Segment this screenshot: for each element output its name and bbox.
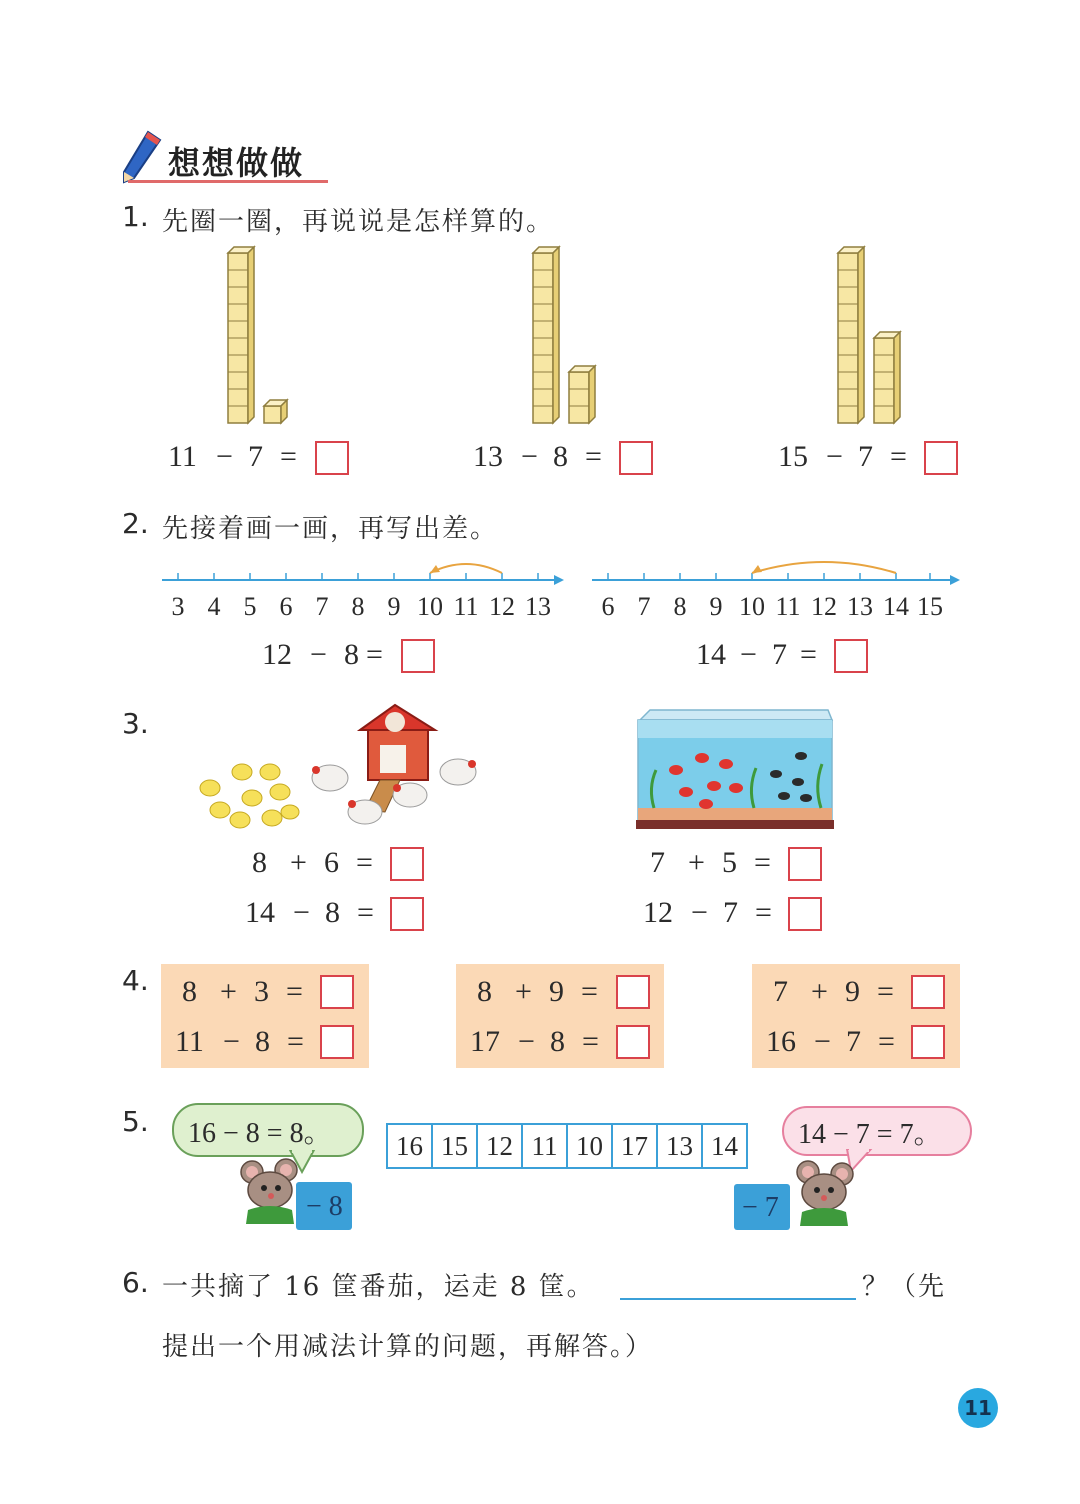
tick-label: 7 bbox=[315, 592, 329, 621]
tick-label: 13 bbox=[525, 592, 551, 621]
number-line-1-labels bbox=[158, 592, 568, 622]
minus-7-card-text: − 7 bbox=[742, 1192, 779, 1223]
pencil-icon bbox=[118, 128, 166, 186]
q4-number: 4. bbox=[122, 964, 149, 997]
number-line-2 bbox=[588, 555, 963, 590]
chickens-illustration bbox=[190, 700, 490, 835]
q2-number: 2. bbox=[122, 507, 149, 540]
answer-box[interactable] bbox=[834, 639, 868, 673]
q3-number: 3. bbox=[122, 707, 149, 740]
strip-cell: 17 bbox=[613, 1125, 658, 1167]
right-bubble-text: 14 − 7 = 7。 bbox=[798, 1119, 942, 1150]
answer-box[interactable] bbox=[320, 975, 354, 1009]
tick-label: 5 bbox=[243, 592, 257, 621]
tick-label: 11 bbox=[453, 592, 479, 621]
answer-box[interactable] bbox=[320, 1025, 354, 1059]
tick-label: 8 bbox=[351, 592, 365, 621]
tick-label: 9 bbox=[387, 592, 401, 621]
strip-cell: 13 bbox=[658, 1125, 703, 1167]
answer-box[interactable] bbox=[390, 847, 424, 881]
q6-answer-line[interactable] bbox=[620, 1298, 856, 1300]
q1-number: 1. bbox=[122, 200, 149, 233]
answer-box[interactable] bbox=[616, 975, 650, 1009]
q1-text: 先圈一圈，再说说是怎样算的。 bbox=[162, 207, 555, 237]
tick-label: 6 bbox=[279, 592, 293, 621]
tick-label: 6 bbox=[601, 592, 615, 621]
strip-cell: 10 bbox=[568, 1125, 613, 1167]
q6-qmark: ？（先 bbox=[862, 1272, 947, 1302]
strip-cell: 16 bbox=[388, 1125, 433, 1167]
number-strip bbox=[386, 1123, 748, 1169]
tick-label: 14 bbox=[883, 592, 909, 621]
minus-8-card-text: − 8 bbox=[306, 1191, 343, 1222]
q2-text: 先接着画一画，再写出差。 bbox=[162, 514, 499, 544]
answer-box[interactable] bbox=[315, 441, 349, 475]
tick-label: 4 bbox=[207, 592, 221, 621]
strip-cell: 11 bbox=[523, 1125, 568, 1167]
page-title: 想想做做 bbox=[168, 144, 305, 182]
q6-line-2: 提出一个用减法计算的问题，再解答。） bbox=[162, 1332, 654, 1362]
tick-label: 3 bbox=[171, 592, 185, 621]
answer-box[interactable] bbox=[924, 441, 958, 475]
q6-line-1: 一共摘了 16 筐番茄，运走 8 筐。 bbox=[162, 1272, 595, 1302]
q6-number: 6. bbox=[122, 1266, 149, 1299]
answer-box[interactable] bbox=[401, 639, 435, 673]
tick-label: 15 bbox=[917, 592, 943, 621]
answer-box[interactable] bbox=[788, 897, 822, 931]
tick-label: 11 bbox=[775, 592, 801, 621]
mouse-right bbox=[780, 1160, 860, 1232]
section-header bbox=[118, 128, 338, 188]
page-number: 11 bbox=[964, 1396, 992, 1420]
answer-box[interactable] bbox=[911, 1025, 945, 1059]
answer-box[interactable] bbox=[390, 897, 424, 931]
tick-label: 10 bbox=[417, 592, 443, 621]
tick-label: 13 bbox=[847, 592, 873, 621]
answer-box[interactable] bbox=[911, 975, 945, 1009]
number-line-2-labels bbox=[588, 592, 963, 622]
strip-cell: 14 bbox=[711, 1131, 738, 1161]
strip-cell: 12 bbox=[478, 1125, 523, 1167]
answer-box[interactable] bbox=[619, 441, 653, 475]
q1-blocks bbox=[220, 245, 920, 430]
left-bubble-text: 16 − 8 = 8。 bbox=[188, 1118, 332, 1149]
tick-label: 7 bbox=[637, 592, 651, 621]
answer-box[interactable] bbox=[788, 847, 822, 881]
tick-label: 12 bbox=[489, 592, 515, 621]
strip-cell: 15 bbox=[433, 1125, 478, 1167]
tick-label: 12 bbox=[811, 592, 837, 621]
tick-label: 8 bbox=[673, 592, 687, 621]
q5-number: 5. bbox=[122, 1105, 149, 1138]
tick-label: 9 bbox=[709, 592, 723, 621]
answer-box[interactable] bbox=[616, 1025, 650, 1059]
tick-label: 10 bbox=[739, 592, 765, 621]
number-line-1 bbox=[158, 555, 568, 590]
fish-tank-illustration bbox=[636, 708, 836, 833]
